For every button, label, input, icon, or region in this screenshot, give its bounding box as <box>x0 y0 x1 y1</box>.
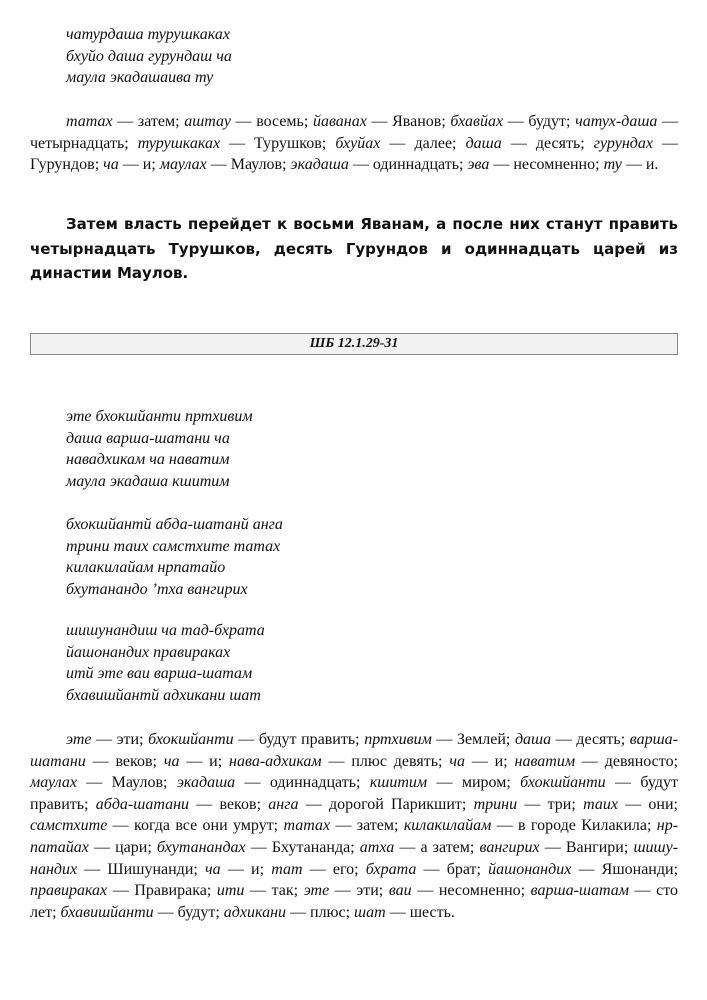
verse-line: итй эте ваи варша-шатам <box>66 665 253 683</box>
synonym-term: пртхивим <box>364 731 432 748</box>
synonym-term: бхавйах <box>450 113 504 130</box>
synonym-meaning: — так; <box>244 882 304 900</box>
verse-line: шишунандиш ча тад-бхрата <box>66 622 265 639</box>
synonym-meaning: — десять; <box>501 134 594 152</box>
synonym-meaning: — Турушков; <box>220 134 336 152</box>
synonym-meaning: — и. <box>621 156 659 174</box>
synonym-term: татах <box>283 817 331 835</box>
synonym-term: турушкаках <box>137 134 221 152</box>
verse-line: даша варша-шатани ча <box>66 429 230 447</box>
synonym-term: нава-адхикам <box>229 752 322 770</box>
synonym-term: аштау <box>184 113 231 130</box>
synonym-meaning: — когда все они умрут; <box>107 817 284 835</box>
synonym-meaning: — Гурундов; <box>30 134 679 174</box>
synonym-term: нр-патайах <box>30 817 679 856</box>
synonym-term: бхутанандах <box>156 838 246 856</box>
synonym-meaning: — дорогой Парикшит; <box>298 795 474 813</box>
synonym-meaning: — Бхутананда; <box>245 838 360 856</box>
synonym-term: экадаша <box>176 774 236 792</box>
synonym-meaning: — одиннадцать; <box>235 774 370 792</box>
synonyms-bottom <box>30 729 678 923</box>
synonym-meaning: — будут править; <box>233 731 365 748</box>
synonym-term: эте <box>303 882 330 900</box>
verse-line: йашонандих правираках <box>66 643 231 661</box>
verse-top <box>66 24 626 89</box>
synonym-meaning: — в городе Килакила; <box>491 817 657 835</box>
translation: Затем власть перейдет к восьми Яванам, а после них станут править четырнадцать Турушков, десять Гурундов и одиннадцать царей из династии Маулов. <box>30 215 678 282</box>
synonym-meaning: — шесть. <box>385 903 455 921</box>
synonym-term: маулах <box>159 156 207 174</box>
synonym-term: трини <box>473 795 518 813</box>
synonyms-top <box>30 111 678 176</box>
synonym-term: эва <box>467 156 490 174</box>
synonym-term: наватим <box>514 752 576 770</box>
synonym-meaning: — Маулов; <box>76 774 177 792</box>
synonym-meaning: — плюс девять; <box>321 752 450 770</box>
synonym-term: ча <box>205 860 221 878</box>
synonym-term: маулах <box>30 774 77 792</box>
verse-reference-header: ШБ 12.1.29-31 <box>30 333 678 355</box>
synonym-term: ити <box>216 882 245 900</box>
synonym-term: гурундах <box>593 134 653 152</box>
synonym-term: ча <box>103 156 119 174</box>
synonym-term: правираках <box>30 882 108 900</box>
verse-line: навадхикам ча наватим <box>66 451 230 469</box>
verse-stanza-1 <box>66 406 626 492</box>
synonym-meaning: — затем; <box>112 113 185 130</box>
synonym-term: шишунандих <box>30 838 679 878</box>
synonym-meaning: — затем; <box>330 817 404 835</box>
synonym-term: бхокшйанти <box>148 731 234 748</box>
synonym-term: даша <box>514 731 552 748</box>
synonym-term: таих <box>583 795 618 813</box>
synonym-meaning: — сто лет; <box>30 882 679 921</box>
verse-line: чатурдаша турушкаках <box>66 26 230 43</box>
synonym-term: ту <box>603 156 622 174</box>
synonym-meaning: — Вангири; <box>539 838 634 856</box>
synonym-term: чатух-даша <box>575 113 658 130</box>
synonym-meaning: — Шишунанди; <box>77 860 206 878</box>
synonym-term: бхавишйанти <box>60 903 154 921</box>
verse-stanza-3 <box>66 620 626 706</box>
synonym-term: варша-шатам <box>530 882 629 900</box>
synonym-meaning: — веков; <box>85 752 164 770</box>
verse-stanza-2 <box>66 514 626 600</box>
synonym-meaning: — три; <box>517 795 584 813</box>
synonym-meaning: — Яшонанди; <box>571 860 679 878</box>
synonym-term: ваи <box>388 882 412 900</box>
synonym-meaning: — и; <box>179 752 230 770</box>
verse-line: бхавишйантй адхикани шат <box>66 686 261 704</box>
synonym-meaning: — будут; <box>153 903 224 921</box>
synonym-term: вангирих <box>479 838 540 856</box>
synonym-term: даша <box>465 134 502 152</box>
synonym-meaning: — будут править; <box>30 774 679 813</box>
synonym-term: атха <box>359 838 395 856</box>
synonym-term: абда-шатани <box>95 795 189 813</box>
synonym-meaning: — эти; <box>329 882 389 900</box>
synonym-meaning: — и; <box>118 156 160 174</box>
verse-line: маула экадаша кшитим <box>66 472 230 490</box>
verse-line: эте бхокшйанти пртхивим <box>66 408 253 425</box>
synonym-meaning: — десять; <box>551 731 630 748</box>
verse-line: бхутанандо ’тха вангирих <box>66 580 248 598</box>
synonym-meaning: — одиннадцать; <box>348 156 468 174</box>
synonym-meaning: — будут; <box>503 113 576 130</box>
synonym-meaning: — далее; <box>380 134 466 152</box>
synonym-meaning: — девяносто; <box>575 752 679 770</box>
synonym-term: бхуйах <box>335 134 381 152</box>
synonym-term: варша-шатани <box>30 731 678 770</box>
synonym-term: экадаша <box>290 156 349 174</box>
verse-line: килакилайам нрпатайо <box>66 559 226 577</box>
synonym-meaning: — и; <box>464 752 515 770</box>
synonym-term: шат <box>354 903 386 921</box>
synonym-meaning: — Маулов; <box>206 156 291 174</box>
synonym-term: килакилайам <box>403 817 492 835</box>
synonym-meaning: — Яванов; <box>366 113 451 130</box>
synonym-term: самстхите <box>30 817 108 835</box>
synonym-meaning: — миром; <box>427 774 521 792</box>
synonym-meaning: — Правирака; <box>107 882 217 900</box>
verse-line: маула экадашаива ту <box>66 69 214 87</box>
synonym-meaning: — брат; <box>416 860 489 878</box>
synonym-term: татах <box>66 113 113 130</box>
synonym-term: бхрата <box>365 860 417 878</box>
synonym-meaning: — восемь; <box>230 113 313 130</box>
synonym-meaning: — плюс; <box>286 903 355 921</box>
synonym-meaning: — а затем; <box>394 838 480 856</box>
synonym-term: йашонандих <box>488 860 572 878</box>
synonym-term: ча <box>163 752 180 770</box>
synonym-meaning: — они; <box>617 795 678 813</box>
synonym-term: анга <box>268 795 299 813</box>
verse-line: бхокшйантй абда-шатанй анга <box>66 516 283 533</box>
synonym-meaning: — четырнадцать; <box>30 113 679 152</box>
synonym-term: ча <box>449 752 465 770</box>
synonym-term: бхокшйанти <box>520 774 606 792</box>
verse-line: трини таих самстхите татах <box>66 537 281 555</box>
synonym-term: эте <box>66 731 92 748</box>
synonym-meaning: — эти; <box>91 731 149 748</box>
synonym-meaning: — цари; <box>88 838 157 856</box>
synonym-meaning: — несомненно; <box>489 156 604 174</box>
synonym-term: тат <box>271 860 303 878</box>
synonym-term: адхикани <box>223 903 286 921</box>
synonym-meaning: — его; <box>302 860 366 878</box>
synonym-term: кшитим <box>369 774 428 792</box>
verse-line: бхуйо даша гурундаш ча <box>66 47 232 65</box>
synonym-term: йаванах <box>312 113 367 130</box>
synonym-meaning: — несомненно; <box>411 882 531 900</box>
synonym-meaning: — веков; <box>189 795 269 813</box>
synonym-meaning: — Землей; <box>431 731 515 748</box>
synonym-meaning: — и; <box>220 860 272 878</box>
